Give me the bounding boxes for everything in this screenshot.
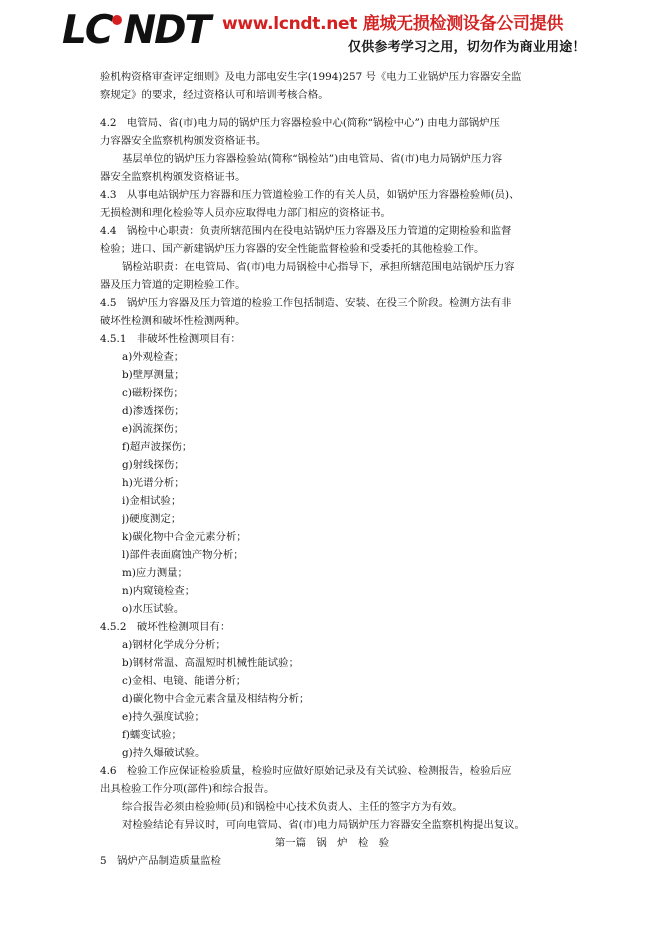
list-item: d)渗透探伤； <box>122 405 185 417</box>
text-line: 对检验结论有异议时，可向电管局、省(市)电力局锅炉压力容器安全监察机构提出复议。 <box>122 819 525 831</box>
list-item: n)内窥镜检查； <box>122 585 196 597</box>
section-heading: 4.5.1 非破坏性检测项目有： <box>100 333 241 345</box>
list-item: a)钢材化学成分分析； <box>122 639 226 651</box>
text-line: 4.4 锅检中心职责：负责所辖范围内在役电站锅炉压力容器及压力管道的定期检验和监督 <box>100 225 512 237</box>
text-line: 基层单位的锅炉压力容器检验站(简称“锅检站”)由电管局、省(市)电力局锅炉压力容 <box>122 153 503 165</box>
logo-text-right: NDT <box>123 7 210 53</box>
list-item: o)水压试验。 <box>122 603 185 615</box>
text-line: 察规定》的要求，经过资格认可和培训考核合格。 <box>100 89 329 101</box>
text-line: 4.3 从事电站锅炉压力容器和压力管道检验工作的有关人员，如锅炉压力容器检验师(员)、 <box>100 189 520 201</box>
list-item: d)碳化物中合金元素含量及相结构分析； <box>122 693 310 705</box>
list-item: c)金相、电镜、能谱分析； <box>122 675 247 687</box>
text-line: 力容器安全监察机构颁发资格证书。 <box>100 135 267 147</box>
list-item: b)壁厚测量； <box>122 369 185 381</box>
list-item: a)外观检查； <box>122 351 185 363</box>
text-line: 破坏性检测和破坏性检测两种。 <box>100 315 246 327</box>
list-item: j)硬度测定； <box>122 513 182 525</box>
header-banner <box>0 0 662 62</box>
list-item: f)蠕变试验； <box>122 729 182 741</box>
logo-text-left: LC <box>62 7 112 53</box>
lcndt-logo <box>62 8 209 52</box>
text-line: 器及压力管道的定期检验工作。 <box>100 279 246 291</box>
chapter-heading: 5 锅炉产品制造质量监检 <box>100 855 221 867</box>
text-line: 4.6 检验工作应保证检验质量，检验时应做好原始记录及有关试验、检测报告，检验后应 <box>100 765 512 777</box>
usage-tagline: 仅供参考学习之用，切勿作为商业用途！ <box>348 40 586 55</box>
list-item: e)持久强度试验； <box>122 711 205 723</box>
list-item: c)磁粉探伤； <box>122 387 184 399</box>
list-item: i)金相试验； <box>122 495 182 507</box>
text-line: 4.2 电管局、省(市)电力局的锅炉压力容器检验中心(简称“锅检中心”) 由电力部锅炉压 <box>100 117 500 129</box>
list-item: k)碳化物中合金元素分析； <box>122 531 247 543</box>
text-line: 验机构资格审查评定细则》及电力部电安生字(1994)257 号《电力工业锅炉压力容器安全监 <box>100 71 522 83</box>
list-item: g)持久爆破试验。 <box>122 747 206 759</box>
list-item: f)超声波探伤； <box>122 441 193 453</box>
part-title: 第一篇 锅 炉 检 验 <box>274 837 390 849</box>
list-item: h)光谱分析； <box>122 477 185 489</box>
logo-dot-icon <box>112 15 122 25</box>
text-line: 综合报告必须由检验师(员)和锅检中心技术负责人、主任的签字方为有效。 <box>122 801 463 813</box>
text-line: 检验；进口、国产新建锅炉压力容器的安全性能监督检验和受委托的其他检验工作。 <box>100 243 485 255</box>
text-line: 器安全监察机构颁发资格证书。 <box>100 171 246 183</box>
list-item: l)部件表面腐蚀产物分析； <box>122 549 244 561</box>
section-heading: 4.5.2 破坏性检测项目有： <box>100 621 231 633</box>
list-item: e)涡流探伤； <box>122 423 185 435</box>
text-line: 锅检站职责：在电管局、省(市)电力局锅检中心指导下，承担所辖范围电站锅炉压力容 <box>122 261 515 273</box>
text-line: 4.5 锅炉压力容器及压力管道的检验工作包括制造、安装、在役三个阶段。检测方法有非 <box>100 297 512 309</box>
text-line: 无损检测和理化检验等人员亦应取得电力部门相应的资格证书。 <box>100 207 391 219</box>
list-item: b)钢材常温、高温短时机械性能试验； <box>122 657 299 669</box>
list-item: g)射线探伤； <box>122 459 185 471</box>
site-watermark: www.lcndt.net 鹿城无损检测设备公司提供 <box>222 14 564 34</box>
list-item: m)应力测量； <box>122 567 188 579</box>
text-line: 出具检验工作分项(部件)和综合报告。 <box>100 783 275 795</box>
